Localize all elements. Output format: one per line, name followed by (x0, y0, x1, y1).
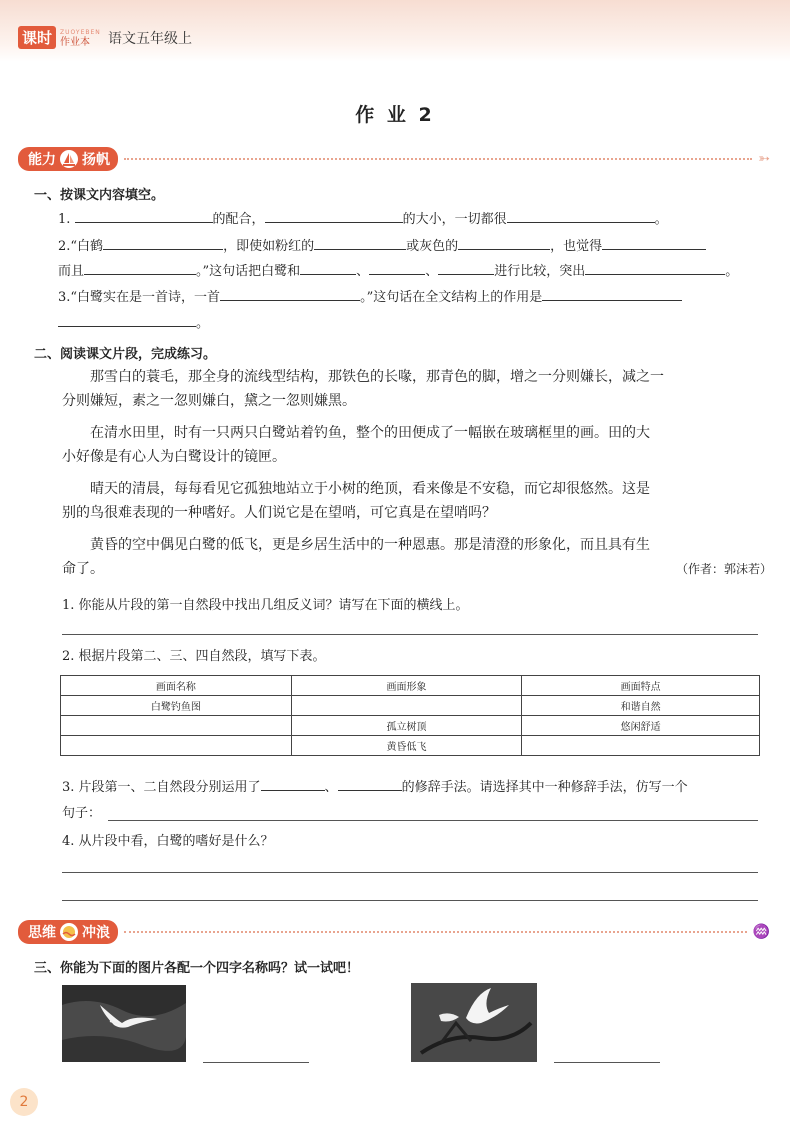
s2-q1: 1. 你能从片段的第一自然段中找出几组反义词？请写在下面的横线上。 (62, 598, 469, 613)
blank[interactable] (602, 235, 706, 250)
s2-q3-line2: 句子： (62, 806, 102, 821)
table-cell-blank[interactable] (61, 736, 292, 756)
logo-main: 课时 (18, 26, 56, 49)
photo2-answer-line[interactable] (554, 1062, 660, 1063)
blank[interactable] (265, 208, 403, 223)
s1-q2-line1: 2.“白鹤 ，即使如粉红的 或灰色的 ，也觉得 (58, 235, 706, 259)
banner-pill: 思维 冲浪 (18, 920, 118, 944)
blank[interactable] (103, 235, 223, 250)
table-cell: 和谐自然 (522, 696, 760, 716)
p4-line2-row (62, 557, 772, 581)
p3-line1: 晴天的清晨，每每看见它孤独地站立于小树的绝顶，看来像是不安稳，而它却很悠然。这是 (90, 481, 650, 497)
page-title: 作 业 2 (355, 104, 435, 126)
blank[interactable] (220, 286, 360, 301)
answer-line[interactable] (62, 900, 758, 901)
s2-q2: 2. 根据片段第二、三、四自然段，填写下表。 (62, 649, 326, 664)
table-cell-blank[interactable] (522, 736, 760, 756)
table-cell-blank[interactable] (61, 716, 292, 736)
table-header: 画面形象 (291, 676, 522, 696)
blank[interactable] (507, 208, 655, 223)
p4-line2: 命了。 (62, 561, 104, 577)
section3-title: 三、你能为下面的图片各配一个四字名称吗？试一试吧！ (34, 961, 360, 976)
surfer-decor-icon: ♒ (752, 924, 770, 940)
arrow-decor-icon: ➳ (758, 151, 770, 167)
table-cell: 孤立树顶 (291, 716, 522, 736)
author-credit: （作者：郭沫若） (675, 562, 772, 576)
s1-q2-line2: 而且 。”这句话把白鹭和 、 、 进行比较，突出 。 (58, 260, 738, 284)
s2-q3-line1: 3. 片段第一、二自然段分别运用了 、 的修辞手法。请选择其中一种修辞手法，仿写一个 (62, 776, 688, 800)
s1-q3-line2: 。 (58, 312, 209, 336)
blank[interactable] (585, 260, 725, 275)
blank[interactable] (542, 286, 682, 301)
blank[interactable] (314, 235, 406, 250)
page-number: 2 (10, 1088, 38, 1116)
p2-line2: 小好像是有心人为白鹭设计的镜匣。 (62, 449, 286, 465)
answer-line[interactable] (62, 634, 758, 635)
blank[interactable] (438, 260, 494, 275)
table-header: 画面特点 (522, 676, 760, 696)
sailboat-icon (60, 150, 78, 168)
table-cell: 白鹭钓鱼图 (61, 696, 292, 716)
wave-icon (60, 923, 78, 941)
fill-table (60, 675, 760, 756)
logo-sub: ZUOYEBEN 作业本 (60, 28, 101, 48)
dotted-divider (124, 158, 752, 160)
egrets-on-branch-photo (411, 983, 537, 1062)
brand-logo (18, 26, 101, 49)
answer-line[interactable] (108, 820, 758, 821)
blank[interactable] (369, 260, 425, 275)
table-row (61, 716, 760, 736)
section2-title: 二、阅读课文片段，完成练习。 (34, 347, 217, 362)
blank[interactable] (75, 208, 213, 223)
blank[interactable] (261, 776, 325, 791)
dotted-divider (124, 931, 747, 933)
p1-line1: 那雪白的蓑毛，那全身的流线型结构，那铁色的长喙，那青色的脚，增之一分则嫌长，减之一 (90, 369, 664, 385)
banner-pill: 能力 扬帆 (18, 147, 118, 171)
table-cell: 悠闲舒适 (522, 716, 760, 736)
section1-title: 一、按课文内容填空。 (34, 188, 165, 203)
table-header: 画面名称 (61, 676, 292, 696)
p1-line2: 分则嫌短，素之一忽则嫌白，黛之一忽则嫌黑。 (62, 393, 356, 409)
p2-line1: 在清水田里，时有一只两只白鹭站着钓鱼，整个的田便成了一幅嵌在玻璃框里的画。田的大 (90, 425, 650, 441)
table-cell: 黄昏低飞 (291, 736, 522, 756)
reading-passage (62, 365, 772, 581)
table-header-row (61, 676, 760, 696)
table-row (61, 736, 760, 756)
p3-line2: 别的鸟很难表现的一种嗜好。人们说它是在望哨，可它真是在望哨吗？ (62, 505, 496, 521)
blank[interactable] (458, 235, 550, 250)
blank[interactable] (300, 260, 356, 275)
blank[interactable] (338, 776, 402, 791)
egret-flying-photo (62, 985, 186, 1062)
blank[interactable] (58, 312, 196, 327)
s1-q3-line1: 3.“白鹭实在是一首诗，一首 。”这句话在全文结构上的作用是 (58, 286, 682, 310)
book-title: 语文五年级上 (108, 31, 192, 47)
table-cell-blank[interactable] (291, 696, 522, 716)
s1-q1: 1. 的配合， 的大小，一切都很 。 (58, 208, 668, 232)
answer-line[interactable] (62, 872, 758, 873)
banner-thinking (18, 921, 770, 943)
blank[interactable] (84, 260, 196, 275)
p4-line1: 黄昏的空中偶见白鹭的低飞，更是乡居生活中的一种恩惠。那是清澄的形象化，而且具有生 (90, 537, 650, 553)
s2-q4: 4. 从片段中看，白鹭的嗜好是什么？ (62, 834, 274, 849)
photo1-answer-line[interactable] (203, 1062, 309, 1063)
table-row (61, 696, 760, 716)
banner-ability (18, 148, 770, 170)
